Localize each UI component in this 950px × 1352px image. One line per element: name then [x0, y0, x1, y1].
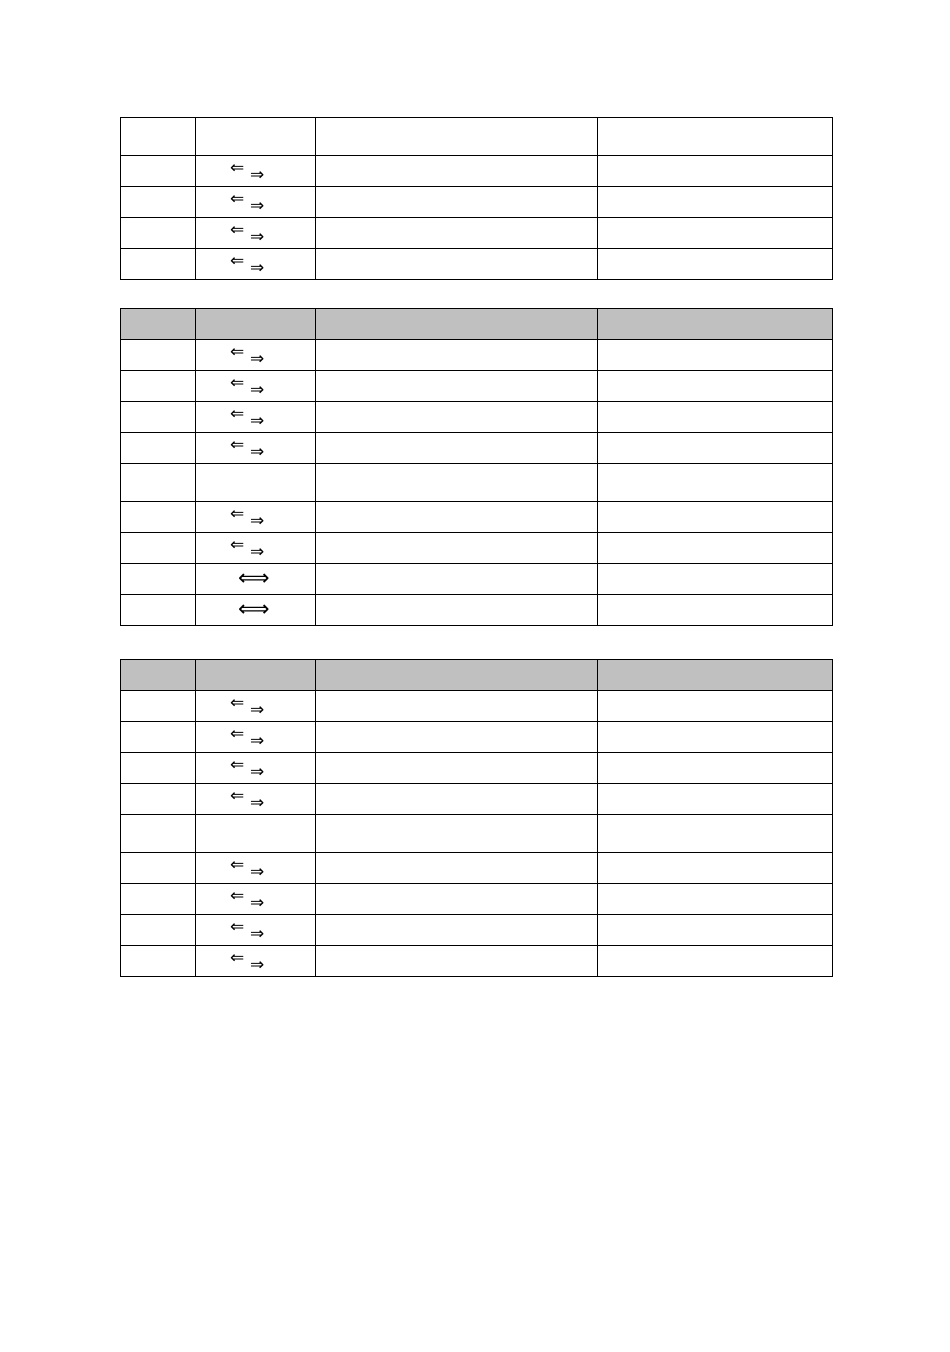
table-row: [121, 249, 833, 280]
right-arrow-icon: ⇒: [250, 196, 265, 216]
table-header-row: [121, 309, 833, 340]
left-right-arrows-icon: [230, 724, 278, 751]
table-row: [121, 753, 833, 784]
table-row: [121, 533, 833, 564]
right-arrow-icon: ⇒: [250, 893, 265, 913]
right-arrow-icon: ⇒: [250, 411, 265, 431]
table-cell: [196, 815, 316, 853]
table-cell: [316, 502, 598, 533]
table-cell: [598, 722, 833, 753]
table-header-row: [121, 660, 833, 691]
table-cell: [316, 218, 598, 249]
left-right-arrows-icon: [230, 535, 278, 562]
table-cell: [598, 753, 833, 784]
table-cell: [598, 784, 833, 815]
table-cell: [316, 340, 598, 371]
table-cell: [121, 691, 196, 722]
table-row: [121, 853, 833, 884]
table-cell: [121, 340, 196, 371]
table-cell: [598, 946, 833, 977]
right-arrow-icon: ⇒: [250, 542, 265, 562]
arrow-cell: [196, 946, 316, 977]
header-cell: [196, 309, 316, 340]
right-arrow-icon: ⇒: [250, 349, 265, 369]
arrow-cell: [196, 340, 316, 371]
left-right-arrows-icon: [230, 693, 278, 720]
arrow-cell: [196, 564, 316, 595]
left-arrow-icon: ⇐: [230, 435, 245, 455]
arrow-cell: [196, 218, 316, 249]
table-row: [121, 691, 833, 722]
table-row: [121, 340, 833, 371]
table-cell: [598, 853, 833, 884]
table-cell: [316, 371, 598, 402]
table-cell: [316, 815, 598, 853]
table-cell: [598, 340, 833, 371]
right-arrow-icon: ⇒: [250, 511, 265, 531]
arrow-cell: [196, 853, 316, 884]
left-arrow-icon: ⇐: [230, 724, 245, 744]
table-row: [121, 502, 833, 533]
arrow-cell: [196, 753, 316, 784]
header-cell: [196, 118, 316, 156]
table-row: [121, 564, 833, 595]
arrow-cell: [196, 722, 316, 753]
header-cell: [196, 660, 316, 691]
arrow-cell: [196, 433, 316, 464]
table-cell: [316, 853, 598, 884]
left-right-arrows-icon: [230, 755, 278, 782]
table-row: [121, 464, 833, 502]
header-cell: [316, 660, 598, 691]
table-1: [120, 117, 833, 280]
table-row: [121, 815, 833, 853]
left-arrow-icon: ⇐: [230, 917, 245, 937]
table-cell: [121, 722, 196, 753]
table-row: [121, 915, 833, 946]
left-right-arrows-icon: [230, 948, 278, 975]
left-right-arrows-icon: [230, 158, 278, 185]
table-cell: [598, 402, 833, 433]
table-cell: [316, 595, 598, 626]
header-cell: [598, 118, 833, 156]
arrow-cell: [196, 502, 316, 533]
table-cell: [598, 533, 833, 564]
header-cell: [316, 309, 598, 340]
table-cell: [316, 691, 598, 722]
table-cell: [121, 249, 196, 280]
arrow-cell: [196, 533, 316, 564]
table-cell: [316, 187, 598, 218]
left-right-arrows-icon: [230, 786, 278, 813]
table-cell: [196, 464, 316, 502]
header-cell: [598, 309, 833, 340]
table-cell: [121, 784, 196, 815]
table-cell: [598, 433, 833, 464]
table-row: [121, 371, 833, 402]
arrow-cell: [196, 156, 316, 187]
arrow-cell: [196, 187, 316, 218]
table-cell: [121, 815, 196, 853]
table-cell: [121, 946, 196, 977]
arrow-cell: [196, 691, 316, 722]
left-arrow-icon: ⇐: [230, 755, 245, 775]
table-cell: [121, 533, 196, 564]
table-row: [121, 722, 833, 753]
table-cell: [598, 815, 833, 853]
table-cell: [598, 502, 833, 533]
table-row: [121, 402, 833, 433]
right-arrow-icon: ⇒: [250, 380, 265, 400]
table-cell: [121, 564, 196, 595]
double-arrow-icon: ⟺: [238, 566, 270, 591]
left-right-arrows-icon: [230, 886, 278, 913]
left-arrow-icon: ⇐: [230, 855, 245, 875]
table-cell: [316, 464, 598, 502]
left-right-arrows-icon: [230, 220, 278, 247]
table-cell: [121, 595, 196, 626]
table-cell: [121, 753, 196, 784]
table-3: [120, 659, 833, 977]
table-cell: [121, 853, 196, 884]
header-cell: [121, 309, 196, 340]
table-cell: [598, 187, 833, 218]
table-cell: [316, 946, 598, 977]
table-cell: [598, 371, 833, 402]
right-arrow-icon: ⇒: [250, 227, 265, 247]
table-cell: [316, 533, 598, 564]
table-cell: [121, 156, 196, 187]
table-cell: [316, 915, 598, 946]
right-arrow-icon: ⇒: [250, 165, 265, 185]
left-right-arrows-icon: [230, 504, 278, 531]
table-cell: [598, 218, 833, 249]
left-arrow-icon: ⇐: [230, 373, 245, 393]
header-cell: [121, 660, 196, 691]
arrow-cell: [196, 915, 316, 946]
header-cell: [316, 118, 598, 156]
table-cell: [316, 784, 598, 815]
table-cell: [316, 156, 598, 187]
right-arrow-icon: ⇒: [250, 442, 265, 462]
table-cell: [598, 464, 833, 502]
table-row: [121, 156, 833, 187]
table-cell: [316, 433, 598, 464]
left-arrow-icon: ⇐: [230, 189, 245, 209]
left-arrow-icon: ⇐: [230, 404, 245, 424]
table-cell: [121, 371, 196, 402]
table-cell: [598, 564, 833, 595]
table-cell: [316, 884, 598, 915]
left-right-arrows-icon: [230, 404, 278, 431]
table-row: [121, 433, 833, 464]
table-cell: [598, 884, 833, 915]
left-arrow-icon: ⇐: [230, 158, 245, 178]
right-arrow-icon: ⇒: [250, 258, 265, 278]
table-cell: [598, 156, 833, 187]
left-arrow-icon: ⇐: [230, 948, 245, 968]
right-arrow-icon: ⇒: [250, 731, 265, 751]
left-arrow-icon: ⇐: [230, 504, 245, 524]
left-right-arrows-icon: [230, 342, 278, 369]
right-arrow-icon: ⇒: [250, 955, 265, 975]
table-cell: [598, 595, 833, 626]
table-cell: [121, 187, 196, 218]
table-cell: [121, 884, 196, 915]
table-cell: [316, 249, 598, 280]
header-cell: [598, 660, 833, 691]
right-arrow-icon: ⇒: [250, 762, 265, 782]
table-row: [121, 595, 833, 626]
table-cell: [121, 915, 196, 946]
table-cell: [121, 218, 196, 249]
table-cell: [598, 691, 833, 722]
left-right-arrows-icon: [230, 189, 278, 216]
table-2: [120, 308, 833, 626]
double-arrow-icon: ⟺: [238, 597, 270, 622]
left-arrow-icon: ⇐: [230, 786, 245, 806]
left-arrow-icon: ⇐: [230, 535, 245, 555]
right-arrow-icon: ⇒: [250, 862, 265, 882]
left-arrow-icon: ⇐: [230, 220, 245, 240]
left-arrow-icon: ⇐: [230, 342, 245, 362]
arrow-cell: [196, 249, 316, 280]
arrow-cell: [196, 884, 316, 915]
arrow-cell: [196, 371, 316, 402]
table-cell: [316, 722, 598, 753]
header-cell: [121, 118, 196, 156]
left-right-arrows-icon: [230, 917, 278, 944]
table-header-row: [121, 118, 833, 156]
right-arrow-icon: ⇒: [250, 700, 265, 720]
table-row: [121, 784, 833, 815]
left-right-arrows-icon: [230, 855, 278, 882]
left-right-arrows-icon: [230, 373, 278, 400]
table-cell: [121, 402, 196, 433]
arrow-cell: [196, 784, 316, 815]
left-right-arrows-icon: [230, 435, 278, 462]
table-cell: [121, 464, 196, 502]
table-cell: [598, 915, 833, 946]
table-cell: [598, 249, 833, 280]
table-row: [121, 946, 833, 977]
table-row: [121, 187, 833, 218]
table-cell: [316, 402, 598, 433]
left-right-arrows-icon: [230, 251, 278, 278]
table-cell: [121, 502, 196, 533]
arrow-cell: [196, 595, 316, 626]
right-arrow-icon: ⇒: [250, 793, 265, 813]
table-row: [121, 218, 833, 249]
table-cell: [121, 433, 196, 464]
left-arrow-icon: ⇐: [230, 693, 245, 713]
table-cell: [316, 564, 598, 595]
table-cell: [316, 753, 598, 784]
arrow-cell: [196, 402, 316, 433]
left-arrow-icon: ⇐: [230, 886, 245, 906]
left-arrow-icon: ⇐: [230, 251, 245, 271]
right-arrow-icon: ⇒: [250, 924, 265, 944]
table-row: [121, 884, 833, 915]
